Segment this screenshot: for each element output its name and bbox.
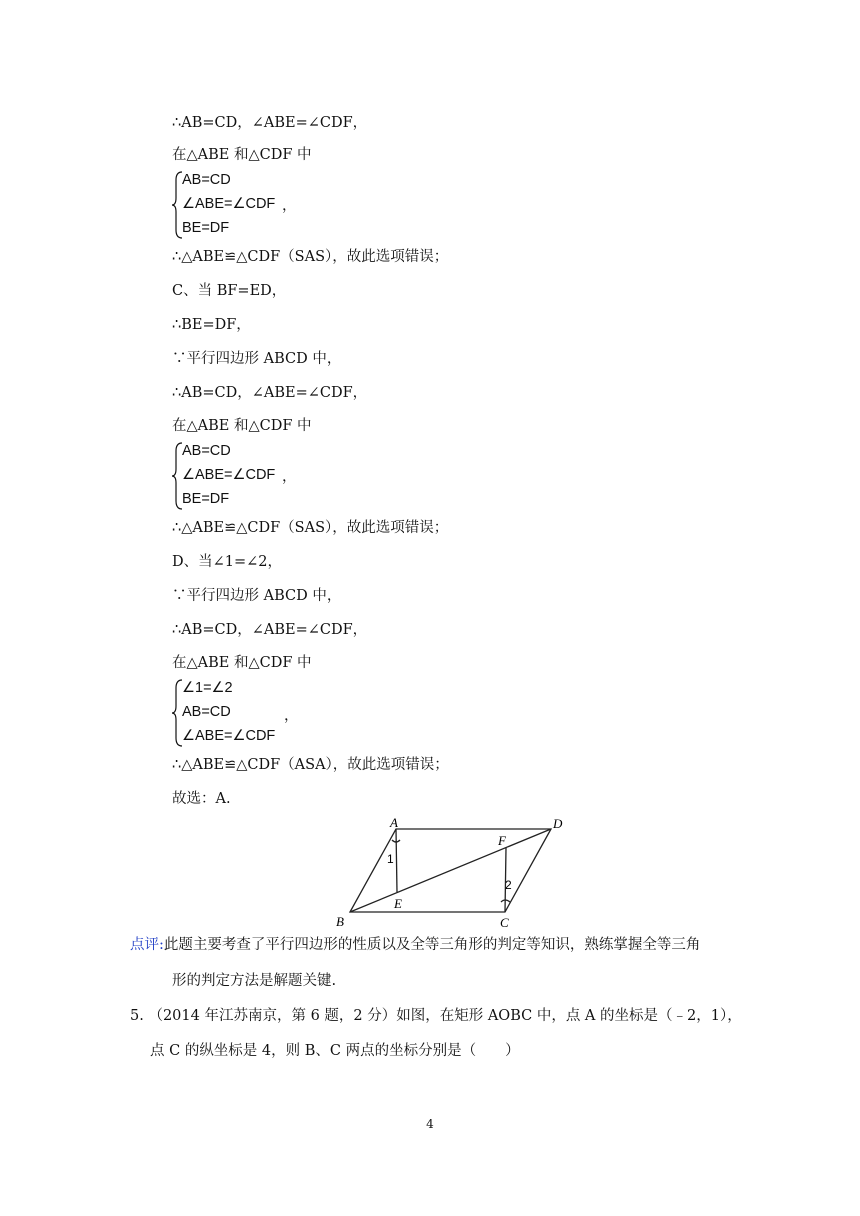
proof-line: ∴AB=CD，∠ABE=∠CDF， bbox=[172, 385, 368, 401]
question-line-1: 5. （2014 年江苏南京，第 6 题，2 分）如图，在矩形 AOBC 中，点 A 的坐标是（﹣2，1）， bbox=[130, 1008, 742, 1024]
comment-tag: 点评: bbox=[130, 937, 164, 953]
label-e: E bbox=[394, 896, 402, 911]
proof-line: ∴△ABE≌△CDF（SAS），故此选项错误； bbox=[172, 520, 449, 536]
equation-system-2 bbox=[172, 441, 312, 511]
system-row: AB=CD bbox=[182, 443, 231, 459]
diagonal-bd bbox=[350, 829, 551, 912]
label-c: C bbox=[500, 915, 509, 930]
system-row: ∠ABE=∠CDF bbox=[182, 467, 276, 483]
system-row: BE=DF bbox=[182, 491, 230, 507]
comment-line-1 bbox=[130, 936, 700, 954]
parallelogram-figure bbox=[330, 812, 570, 930]
system-row: ∠ABE=∠CDF bbox=[182, 196, 276, 212]
proof-line: ∴△ABE≌△CDF（ASA），故此选项错误； bbox=[172, 757, 449, 773]
equation-system-1 bbox=[172, 170, 312, 240]
question-line-2: 点 C 的纵坐标是 4，则 B、C 两点的坐标分别是（ ） bbox=[150, 1043, 520, 1059]
system-row: AB=CD bbox=[182, 704, 231, 720]
system-row: ∠ABE=∠CDF bbox=[182, 728, 276, 744]
equation-system-3 bbox=[172, 678, 312, 748]
system-row: BE=DF bbox=[182, 220, 230, 236]
proof-line: ∴△ABE≌△CDF（SAS），故此选项错误； bbox=[172, 249, 449, 265]
label-angle-2: 2 bbox=[505, 878, 512, 892]
label-angle-1: 1 bbox=[387, 852, 394, 866]
label-a: A bbox=[390, 815, 398, 830]
page-number: 4 bbox=[426, 1117, 434, 1131]
segment-ae bbox=[396, 829, 397, 892]
system-row: ∠1=∠2 bbox=[182, 680, 233, 696]
system-comma: ， bbox=[284, 708, 299, 724]
label-f: F bbox=[498, 833, 506, 848]
proof-line: ∵平行四边形 ABCD 中， bbox=[172, 588, 342, 604]
comment-text: 此题主要考查了平行四边形的性质以及全等三角形的判定等知识，熟练掌握全等三角 bbox=[163, 937, 701, 953]
proof-line: 故选：A. bbox=[172, 791, 231, 807]
comment-line-2: 形的判定方法是解题关键. bbox=[172, 973, 337, 989]
label-b: B bbox=[336, 914, 344, 929]
proof-line: C、当 BF=ED， bbox=[172, 283, 287, 299]
proof-line: 在△ABE 和△CDF 中 bbox=[172, 147, 312, 163]
proof-line: ∴BE=DF， bbox=[172, 317, 251, 333]
proof-line: ∴AB=CD，∠ABE=∠CDF， bbox=[172, 115, 368, 131]
proof-line: ∵平行四边形 ABCD 中， bbox=[172, 351, 342, 367]
label-d: D bbox=[553, 816, 563, 831]
system-comma: ， bbox=[282, 198, 297, 214]
proof-line: ∴AB=CD，∠ABE=∠CDF， bbox=[172, 622, 368, 638]
proof-line: D、当∠1=∠2， bbox=[172, 554, 283, 570]
proof-line: 在△ABE 和△CDF 中 bbox=[172, 655, 312, 671]
proof-line: 在△ABE 和△CDF 中 bbox=[172, 418, 312, 434]
system-row: AB=CD bbox=[182, 172, 231, 188]
system-comma: ， bbox=[282, 469, 297, 485]
